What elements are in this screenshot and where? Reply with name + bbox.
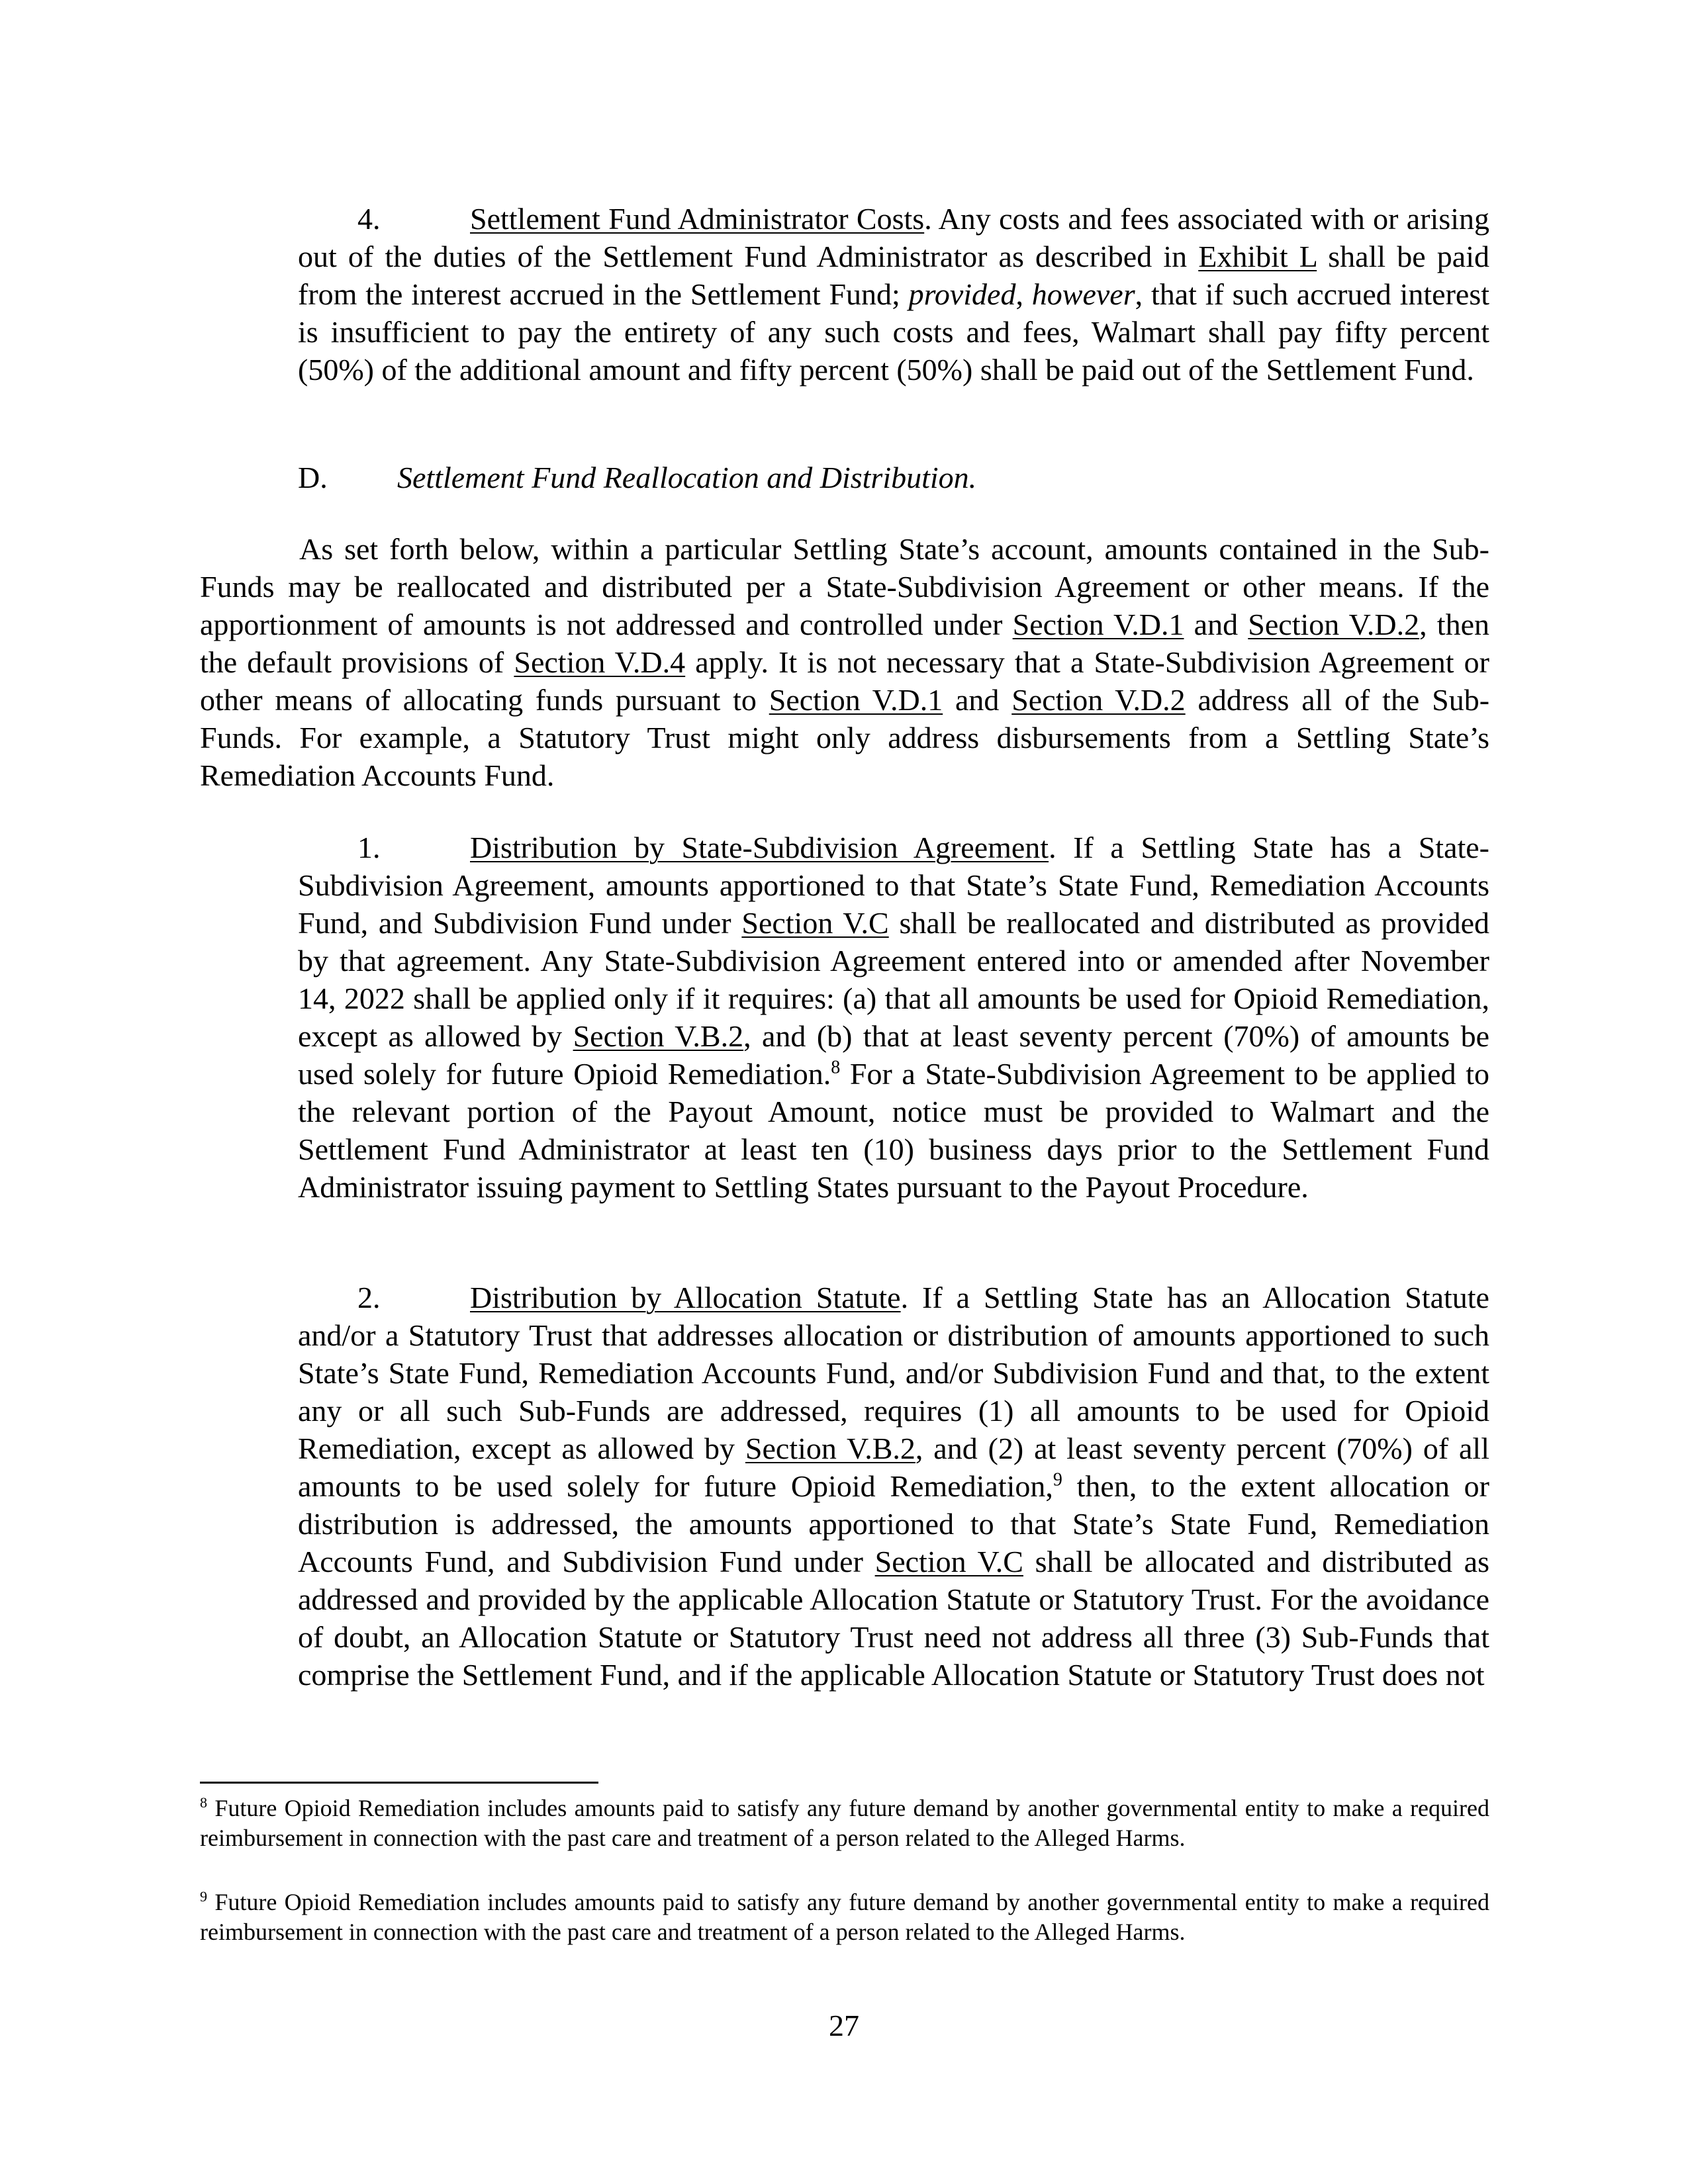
page-number: 27	[829, 2009, 859, 2042]
paragraph-text: . Any costs and fees associated with or arising out of the duties of the Settlement Fund Administrator as described in	[298, 202, 1489, 273]
section-link[interactable]: Section V.D.1	[769, 683, 943, 717]
paragraph-text: , and (2) at least seventy percent (70%) of all amounts to be used solely for future Opioid Remediation,	[298, 1432, 1489, 1503]
paragraph-number: 1.	[357, 831, 381, 864]
section-link[interactable]: Section V.D.4	[514, 645, 686, 679]
section-link[interactable]: Section V.D.2	[1011, 683, 1186, 717]
footnote-text: Future Opioid Remediation includes amounts paid to satisfy any future demand by another governmental entity to make a required reimbursement in connection with the past care and treatment of a person related to the Alleged Harms.	[200, 1889, 1489, 1945]
paragraph-text: ,	[1015, 277, 1032, 311]
paragraph-settlement-fund-administrator-costs	[298, 200, 1489, 388]
section-title-period: .	[968, 461, 977, 494]
section-link[interactable]: Section V.B.2	[745, 1432, 915, 1465]
footnote-reference[interactable]: 8	[831, 1057, 841, 1078]
footnote-separator	[200, 1782, 598, 1784]
paragraph-heading: Settlement Fund Administrator Costs	[470, 202, 925, 236]
italic-text: provided	[908, 277, 1016, 311]
paragraph-text: , then the default provisions of	[200, 608, 1490, 679]
section-link[interactable]: Section V.C	[874, 1545, 1023, 1578]
paragraph-text: shall be paid from the interest accrued in the Settlement Fund;	[298, 240, 1489, 311]
paragraph-text: then, to the extent allocation or distribution is addressed, the amounts apportioned to that State’s State Fund, Remediation Accounts Fund, and Subdivision Fund under	[298, 1469, 1490, 1578]
footnote-9	[200, 1888, 1489, 1947]
paragraph-text: . If a Settling State has a State-Subdivision Agreement, amounts apportioned to that State’s State Fund, Remediation Accounts Fund, and Subdivision Fund under	[298, 831, 1489, 940]
paragraph-text: . If a Settling State has an Allocation Statute and/or a Statutory Trust that addresses allocation or distribution of amounts apportioned to such State’s State Fund, Remediation Accounts Fund, and/or Subdivision Fund and that, to the extent any or all such Sub-Funds are addressed, requires (1) all amounts to be used for Opioid Remediation, except as allowed by	[298, 1281, 1489, 1465]
section-link[interactable]: Section V.C	[741, 906, 889, 940]
section-heading-d	[298, 459, 976, 496]
paragraph-distribution-by-allocation-statute	[298, 1279, 1489, 1694]
paragraph-text: shall be allocated and distributed as addressed and provided by the applicable Allocation Statute or Statutory Trust. For the avoidance of doubt, an Allocation Statute or Statutory Trust need not address all three (3) Sub-Funds that comprise the Settlement Fund, and if the applicable Allocation Statute or Statutory Trust does not	[298, 1545, 1489, 1692]
section-title: Settlement Fund Reallocation and Distribution	[397, 461, 969, 494]
section-link[interactable]: Section V.D.2	[1248, 608, 1420, 641]
paragraph-heading: Distribution by State-Subdivision Agreement	[470, 831, 1049, 864]
paragraph-text: For a State-Subdivision Agreement to be applied to the relevant portion of the Payout Amount, notice must be provided to Walmart and the Settlement Fund Administrator at least ten (10) business days prior to the Settlement Fund Administrator issuing payment to Settling States pursuant to the Payout Procedure.	[298, 1057, 1489, 1204]
paragraph-text: , that if such accrued interest is insufficient to pay the entirety of any such costs and fees, Walmart shall pay fifty percent (50%) of the additional amount and fifty percent (50%) shall be paid out of the Settlement Fund.	[298, 277, 1490, 387]
italic-text: however	[1031, 277, 1135, 311]
footnote-marker: 9	[200, 1888, 207, 1905]
footnote-8	[200, 1794, 1489, 1853]
paragraph-text: As set forth below, within a particular Settling State’s account, amounts contained in the Sub-Funds may be reallocated and distributed per a State-Subdivision Agreement or other means. If the apportionment of amounts is not addressed and controlled under	[200, 532, 1489, 641]
paragraph-text: and	[943, 683, 1012, 717]
section-link[interactable]: Section V.B.2	[573, 1019, 744, 1053]
section-label: D.	[298, 461, 328, 494]
paragraph-text: , and (b) that at least seventy percent (70%) of amounts be used solely for future Opioid Remediation.	[298, 1019, 1489, 1091]
paragraph-number: 2.	[357, 1281, 381, 1314]
paragraph-number: 4.	[357, 202, 381, 236]
paragraph-heading: Distribution by Allocation Statute	[470, 1281, 901, 1314]
footnote-reference[interactable]: 9	[1053, 1469, 1062, 1490]
paragraph-text: shall be reallocated and distributed as provided by that agreement. Any State-Subdivision Agreement entered into or amended after November 14, 2022 shall be applied only if it requires: (a) that all amounts be used for Opioid Remediation, except as allowed by	[298, 906, 1489, 1053]
footnote-marker: 8	[200, 1794, 207, 1811]
section-link[interactable]: Section V.D.1	[1012, 608, 1184, 641]
paragraph-text: and	[1184, 608, 1248, 641]
paragraph-text: address all of the Sub-Funds. For example, a Statutory Trust might only address disbursements from a Settling State’s Remediation Accounts Fund.	[200, 683, 1490, 792]
paragraph-distribution-by-agreement	[298, 829, 1489, 1206]
section-intro-paragraph	[200, 530, 1489, 794]
exhibit-l-link[interactable]: Exhibit L	[1198, 240, 1317, 273]
footnote-text: Future Opioid Remediation includes amounts paid to satisfy any future demand by another governmental entity to make a required reimbursement in connection with the past care and treatment of a person related to the Alleged Harms.	[200, 1795, 1489, 1851]
paragraph-text: apply. It is not necessary that a State-Subdivision Agreement or other means of allocating funds pursuant to	[200, 645, 1489, 717]
